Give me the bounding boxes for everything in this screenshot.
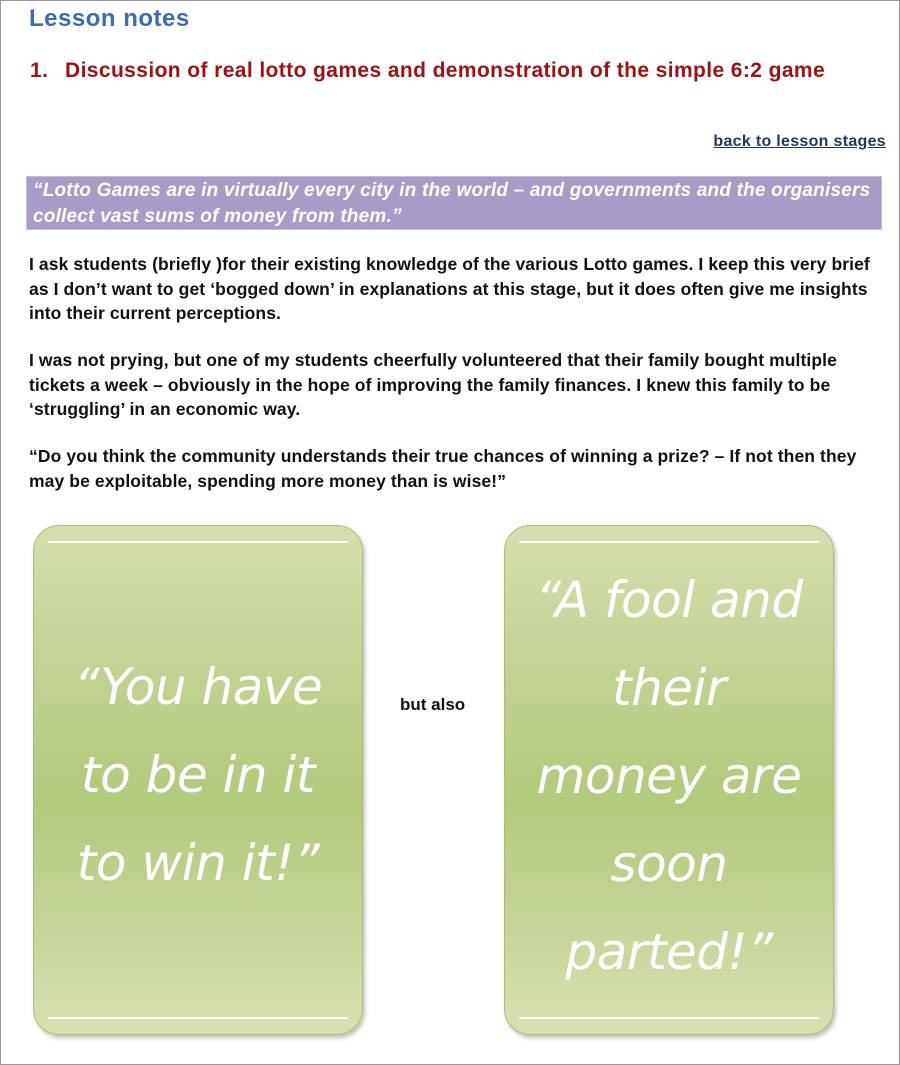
right-quote-line: “A fool and bbox=[535, 571, 803, 629]
section-heading bbox=[30, 57, 870, 85]
card-top-rule bbox=[519, 541, 819, 543]
paragraph-family-tickets: I was not prying, but one of my students cheerfully volunteered that their family bought multiple tickets a week – obviously in the hope of improving the family finances. I knew this family to be ‘struggling’ in an economic way. bbox=[29, 350, 837, 419]
card-bottom-rule bbox=[519, 1017, 819, 1019]
left-quote-line: to win it!” bbox=[76, 834, 320, 892]
left-quote-line: “You have bbox=[73, 658, 323, 716]
right-quote-line: money are bbox=[536, 747, 802, 805]
card-top-rule bbox=[48, 541, 348, 543]
paragraph-community-question: “Do you think the community understands their true chances of winning a prize? – If not then they may be exploitable, spending more money than is wise!” bbox=[29, 446, 857, 491]
section-title: Discussion of real lotto games and demonstration of the simple 6:2 game bbox=[65, 59, 826, 82]
card-bottom-rule bbox=[48, 1017, 348, 1019]
left-card-quote bbox=[34, 643, 362, 907]
page-title: Lesson notes bbox=[29, 5, 190, 32]
lotto-quote-banner: “Lotto Games are in virtually every city in the world – and governments and the organisers collect vast sums of money from them.” bbox=[26, 176, 882, 230]
right-quote-line: soon bbox=[610, 835, 728, 893]
but-also-label: but also bbox=[400, 695, 466, 714]
right-quote-line: their bbox=[611, 659, 726, 717]
right-quote-line: parted!” bbox=[565, 923, 773, 981]
paragraph-existing-knowledge: I ask students (briefly )for their existing knowledge of the various Lotto games. I keep this very brief as I don’t want to get ‘bogged down’ in explanations at this stage, but it does often give me insights into their current perceptions. bbox=[29, 254, 870, 323]
quote-card-left bbox=[33, 525, 363, 1035]
quote-card-right bbox=[504, 525, 834, 1035]
section-number: 1. bbox=[30, 59, 49, 82]
right-card-quote bbox=[505, 556, 833, 996]
back-to-lesson-stages-link[interactable]: back to lesson stages bbox=[713, 133, 886, 150]
left-quote-line: to be in it bbox=[81, 746, 315, 804]
